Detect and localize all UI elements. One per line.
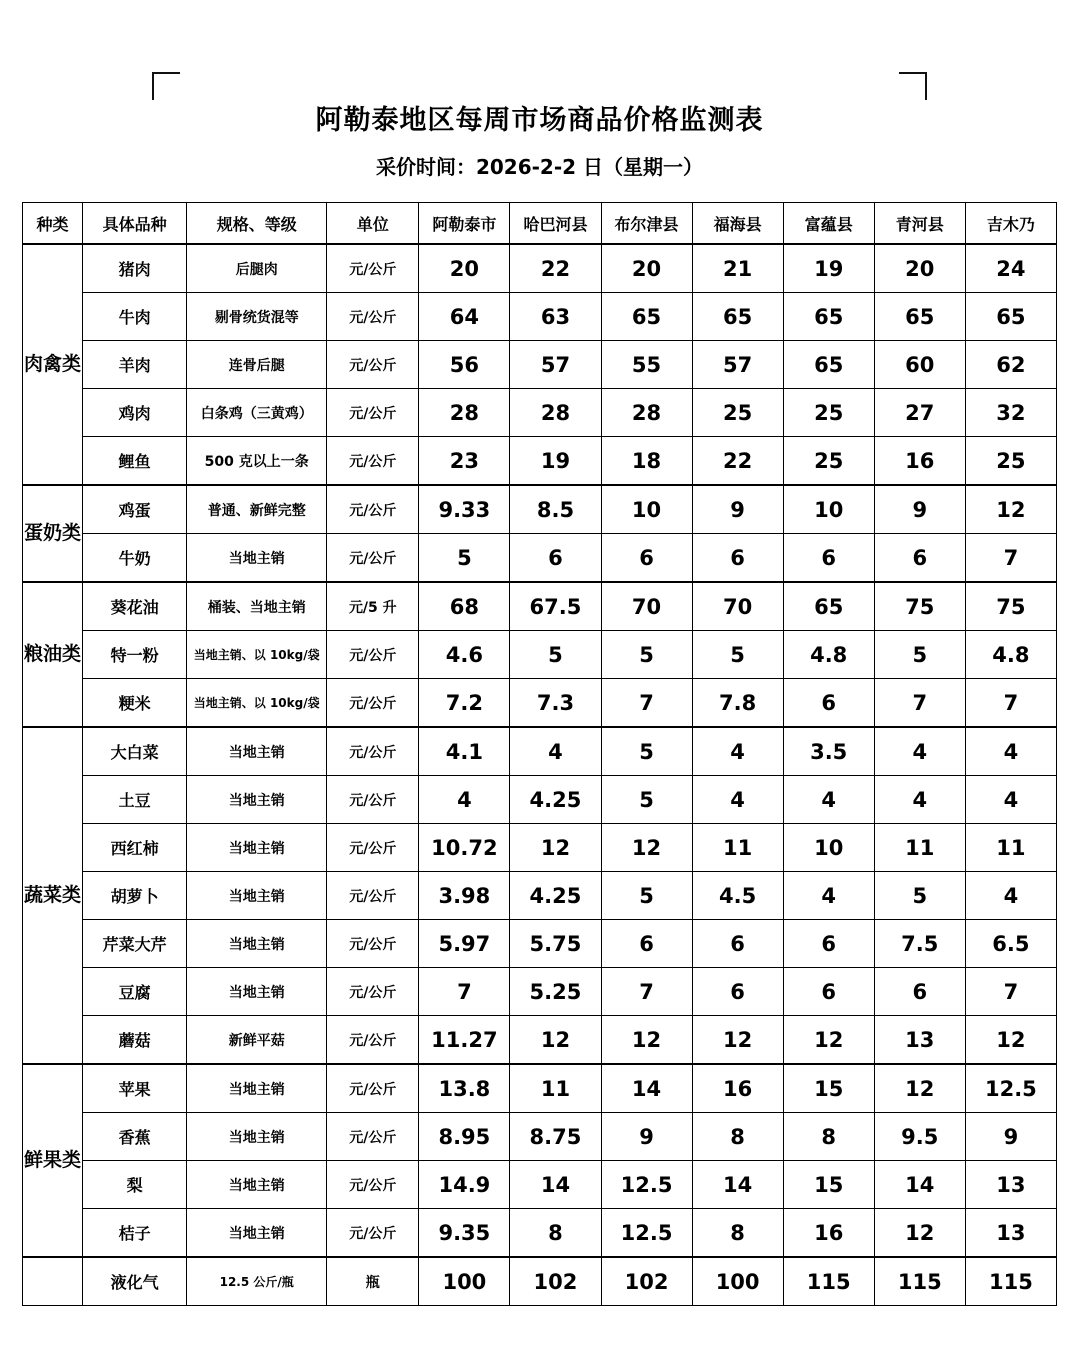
price-cell: 5 [601,631,692,679]
table-header [23,203,1057,245]
price-cell: 13 [874,1016,965,1065]
price-cell: 7 [601,679,692,728]
price-cell: 4 [783,872,874,920]
price-cell: 5 [601,727,692,776]
price-cell: 8 [692,1209,783,1258]
price-cell: 4 [874,776,965,824]
price-cell: 6 [692,920,783,968]
column-header-4: 阿勒泰市 [419,203,510,245]
price-cell: 12.5 [965,1064,1056,1113]
column-header-0: 种类 [23,203,83,245]
spec-cell: 当地主销、以 10kg/袋 [187,679,327,728]
table-row [23,534,1057,583]
price-cell: 102 [601,1257,692,1306]
price-cell: 6 [783,920,874,968]
unit-cell: 瓶 [327,1257,419,1306]
unit-cell: 元/公斤 [327,1161,419,1209]
unit-cell: 元/公斤 [327,437,419,486]
price-cell: 7.8 [692,679,783,728]
price-cell: 10 [601,485,692,534]
price-cell: 9.35 [419,1209,510,1258]
price-cell: 11 [692,824,783,872]
price-cell: 11 [874,824,965,872]
price-cell: 6 [601,920,692,968]
item-name-cell: 梨 [83,1161,187,1209]
price-cell: 7.2 [419,679,510,728]
category-cell: 肉禽类 [23,244,83,485]
price-cell: 9 [965,1113,1056,1161]
price-cell: 8 [783,1113,874,1161]
price-cell: 16 [783,1209,874,1258]
price-cell: 14 [601,1064,692,1113]
price-cell: 4.6 [419,631,510,679]
price-cell: 8.75 [510,1113,601,1161]
price-cell: 12 [965,1016,1056,1065]
price-table [22,202,1057,1306]
table-row [23,582,1057,631]
spec-cell: 12.5 公斤/瓶 [187,1257,327,1306]
column-header-3: 单位 [327,203,419,245]
spec-cell: 当地主销 [187,1113,327,1161]
price-cell: 6 [510,534,601,583]
price-cell: 7 [965,679,1056,728]
column-header-1: 具体品种 [83,203,187,245]
spec-cell: 普通、新鲜完整 [187,485,327,534]
page-subtitle: 采价时间：2026-2-2 日（星期一） [375,155,704,179]
price-cell: 65 [783,341,874,389]
price-cell: 65 [874,293,965,341]
price-cell: 4 [874,727,965,776]
price-cell: 5 [874,631,965,679]
price-cell: 115 [874,1257,965,1306]
unit-cell: 元/公斤 [327,968,419,1016]
item-name-cell: 豆腐 [83,968,187,1016]
price-cell: 67.5 [510,582,601,631]
table-row [23,1064,1057,1113]
price-cell: 6 [601,534,692,583]
price-cell: 12 [692,1016,783,1065]
price-cell: 6 [783,679,874,728]
price-cell: 6.5 [965,920,1056,968]
spec-cell: 500 克以上一条 [187,437,327,486]
price-cell: 5.25 [510,968,601,1016]
column-header-7: 福海县 [692,203,783,245]
item-name-cell: 西红柿 [83,824,187,872]
price-cell: 75 [874,582,965,631]
price-cell: 68 [419,582,510,631]
price-cell: 12 [783,1016,874,1065]
price-cell: 32 [965,389,1056,437]
price-cell: 6 [783,534,874,583]
spec-cell: 连骨后腿 [187,341,327,389]
column-header-10: 吉木乃 [965,203,1056,245]
price-cell: 16 [692,1064,783,1113]
unit-cell: 元/公斤 [327,727,419,776]
price-cell: 13.8 [419,1064,510,1113]
price-cell: 10.72 [419,824,510,872]
spec-cell: 当地主销 [187,824,327,872]
price-cell: 8.5 [510,485,601,534]
price-cell: 12 [510,1016,601,1065]
spec-cell: 当地主销 [187,776,327,824]
price-cell: 3.5 [783,727,874,776]
price-cell: 57 [692,341,783,389]
crop-mark-top-left [152,72,180,100]
price-cell: 12 [601,1016,692,1065]
price-cell: 7 [965,534,1056,583]
price-cell: 8 [510,1209,601,1258]
item-name-cell: 特一粉 [83,631,187,679]
unit-cell: 元/公斤 [327,534,419,583]
table-row [23,920,1057,968]
table-row [23,968,1057,1016]
price-cell: 10 [783,824,874,872]
price-cell: 6 [783,968,874,1016]
price-cell: 14 [510,1161,601,1209]
price-cell: 4 [692,727,783,776]
table-row [23,293,1057,341]
unit-cell: 元/公斤 [327,872,419,920]
price-cell: 100 [419,1257,510,1306]
price-cell: 13 [965,1161,1056,1209]
item-name-cell: 大白菜 [83,727,187,776]
table-row [23,1113,1057,1161]
unit-cell: 元/公斤 [327,920,419,968]
price-cell: 28 [510,389,601,437]
price-cell: 4 [965,727,1056,776]
price-cell: 60 [874,341,965,389]
price-cell: 7 [601,968,692,1016]
spec-cell: 当地主销 [187,872,327,920]
unit-cell: 元/公斤 [327,341,419,389]
column-header-6: 布尔津县 [601,203,692,245]
item-name-cell: 芹菜大芹 [83,920,187,968]
column-header-2: 规格、等级 [187,203,327,245]
price-cell: 19 [510,437,601,486]
price-cell: 70 [692,582,783,631]
price-cell: 5 [692,631,783,679]
spec-cell: 当地主销、以 10kg/袋 [187,631,327,679]
price-cell: 4.1 [419,727,510,776]
price-cell: 19 [783,244,874,293]
price-cell: 9.5 [874,1113,965,1161]
item-name-cell: 牛奶 [83,534,187,583]
price-cell: 23 [419,437,510,486]
crop-mark-top-right [899,72,927,100]
unit-cell: 元/公斤 [327,389,419,437]
item-name-cell: 香蕉 [83,1113,187,1161]
item-name-cell: 粳米 [83,679,187,728]
price-cell: 12.5 [601,1161,692,1209]
column-header-8: 富蕴县 [783,203,874,245]
price-cell: 4 [692,776,783,824]
spec-cell: 当地主销 [187,1209,327,1258]
price-cell: 4 [965,776,1056,824]
price-cell: 5 [601,872,692,920]
price-cell: 63 [510,293,601,341]
spec-cell: 剔骨统货混等 [187,293,327,341]
price-cell: 65 [692,293,783,341]
price-cell: 8 [692,1113,783,1161]
price-cell: 7 [965,968,1056,1016]
price-cell: 4 [783,776,874,824]
price-cell: 62 [965,341,1056,389]
price-cell: 10 [783,485,874,534]
price-cell: 15 [783,1064,874,1113]
page-title: 阿勒泰地区每周市场商品价格监测表 [315,105,764,136]
price-cell: 7.5 [874,920,965,968]
price-cell: 4.25 [510,872,601,920]
table-row [23,485,1057,534]
spec-cell: 当地主销 [187,1161,327,1209]
column-header-9: 青河县 [874,203,965,245]
price-cell: 9 [601,1113,692,1161]
table-row [23,389,1057,437]
price-cell: 21 [692,244,783,293]
price-cell: 25 [783,389,874,437]
spec-cell: 新鲜平菇 [187,1016,327,1065]
price-cell: 4.8 [783,631,874,679]
spec-cell: 白条鸡（三黄鸡） [187,389,327,437]
price-cell: 65 [965,293,1056,341]
price-cell: 6 [692,968,783,1016]
price-cell: 9 [692,485,783,534]
price-cell: 14 [692,1161,783,1209]
price-cell: 5 [419,534,510,583]
price-cell: 65 [601,293,692,341]
item-name-cell: 鲤鱼 [83,437,187,486]
column-header-5: 哈巴河县 [510,203,601,245]
price-cell: 27 [874,389,965,437]
category-cell [23,1257,83,1306]
price-cell: 12 [601,824,692,872]
item-name-cell: 羊肉 [83,341,187,389]
price-cell: 9.33 [419,485,510,534]
price-cell: 20 [874,244,965,293]
unit-cell: 元/公斤 [327,1016,419,1065]
price-cell: 75 [965,582,1056,631]
price-cell: 13 [965,1209,1056,1258]
price-cell: 115 [965,1257,1056,1306]
unit-cell: 元/公斤 [327,1209,419,1258]
price-cell: 4 [965,872,1056,920]
price-cell: 20 [419,244,510,293]
price-cell: 4.25 [510,776,601,824]
unit-cell: 元/公斤 [327,679,419,728]
table-row [23,631,1057,679]
price-cell: 14 [874,1161,965,1209]
price-cell: 4.5 [692,872,783,920]
price-cell: 57 [510,341,601,389]
price-cell: 22 [510,244,601,293]
price-cell: 102 [510,1257,601,1306]
price-cell: 100 [692,1257,783,1306]
unit-cell: 元/公斤 [327,244,419,293]
unit-cell: 元/公斤 [327,1113,419,1161]
spec-cell: 当地主销 [187,534,327,583]
price-cell: 55 [601,341,692,389]
price-cell: 22 [692,437,783,486]
price-cell: 5 [874,872,965,920]
table-row [23,776,1057,824]
price-cell: 25 [692,389,783,437]
unit-cell: 元/5 升 [327,582,419,631]
table-row [23,727,1057,776]
price-cell: 6 [692,534,783,583]
price-cell: 28 [419,389,510,437]
price-cell: 64 [419,293,510,341]
category-cell: 鲜果类 [23,1064,83,1257]
item-name-cell: 鸡蛋 [83,485,187,534]
price-cell: 14.9 [419,1161,510,1209]
price-cell: 4.8 [965,631,1056,679]
price-table-container [0,180,1079,1306]
price-cell: 20 [601,244,692,293]
price-cell: 6 [874,968,965,1016]
table-row [23,679,1057,728]
price-cell: 18 [601,437,692,486]
price-cell: 12 [874,1064,965,1113]
price-cell: 6 [874,534,965,583]
price-cell: 12 [874,1209,965,1258]
unit-cell: 元/公斤 [327,631,419,679]
item-name-cell: 桔子 [83,1209,187,1258]
unit-cell: 元/公斤 [327,293,419,341]
price-cell: 16 [874,437,965,486]
table-row [23,244,1057,293]
unit-cell: 元/公斤 [327,824,419,872]
price-cell: 3.98 [419,872,510,920]
item-name-cell: 液化气 [83,1257,187,1306]
price-cell: 5 [510,631,601,679]
price-cell: 7 [874,679,965,728]
item-name-cell: 土豆 [83,776,187,824]
table-row [23,824,1057,872]
item-name-cell: 蘑菇 [83,1016,187,1065]
price-cell: 5 [601,776,692,824]
price-cell: 4 [510,727,601,776]
item-name-cell: 葵花油 [83,582,187,631]
price-cell: 24 [965,244,1056,293]
price-cell: 7 [419,968,510,1016]
price-cell: 25 [965,437,1056,486]
item-name-cell: 鸡肉 [83,389,187,437]
item-name-cell: 苹果 [83,1064,187,1113]
table-row [23,1209,1057,1258]
price-cell: 9 [874,485,965,534]
price-cell: 5.75 [510,920,601,968]
price-cell: 25 [783,437,874,486]
price-cell: 11 [965,824,1056,872]
price-cell: 5.97 [419,920,510,968]
price-cell: 28 [601,389,692,437]
unit-cell: 元/公斤 [327,1064,419,1113]
category-cell: 粮油类 [23,582,83,727]
table-row [23,1161,1057,1209]
price-cell: 115 [783,1257,874,1306]
price-cell: 8.95 [419,1113,510,1161]
price-cell: 11.27 [419,1016,510,1065]
price-cell: 12.5 [601,1209,692,1258]
table-row [23,341,1057,389]
table-row [23,1257,1057,1306]
price-cell: 4 [419,776,510,824]
table-body [23,244,1057,1306]
table-row [23,872,1057,920]
price-cell: 7.3 [510,679,601,728]
spec-cell: 桶装、当地主销 [187,582,327,631]
category-cell: 蔬菜类 [23,727,83,1064]
price-cell: 65 [783,293,874,341]
unit-cell: 元/公斤 [327,776,419,824]
item-name-cell: 牛肉 [83,293,187,341]
table-header-row [23,203,1057,245]
table-row [23,437,1057,486]
price-cell: 12 [510,824,601,872]
unit-cell: 元/公斤 [327,485,419,534]
price-cell: 70 [601,582,692,631]
category-cell: 蛋奶类 [23,485,83,582]
spec-cell: 当地主销 [187,920,327,968]
spec-cell: 当地主销 [187,1064,327,1113]
spec-cell: 当地主销 [187,968,327,1016]
price-cell: 56 [419,341,510,389]
item-name-cell: 猪肉 [83,244,187,293]
spec-cell: 后腿肉 [187,244,327,293]
price-cell: 65 [783,582,874,631]
price-cell: 11 [510,1064,601,1113]
item-name-cell: 胡萝卜 [83,872,187,920]
spec-cell: 当地主销 [187,727,327,776]
price-cell: 12 [965,485,1056,534]
price-cell: 15 [783,1161,874,1209]
table-row [23,1016,1057,1065]
